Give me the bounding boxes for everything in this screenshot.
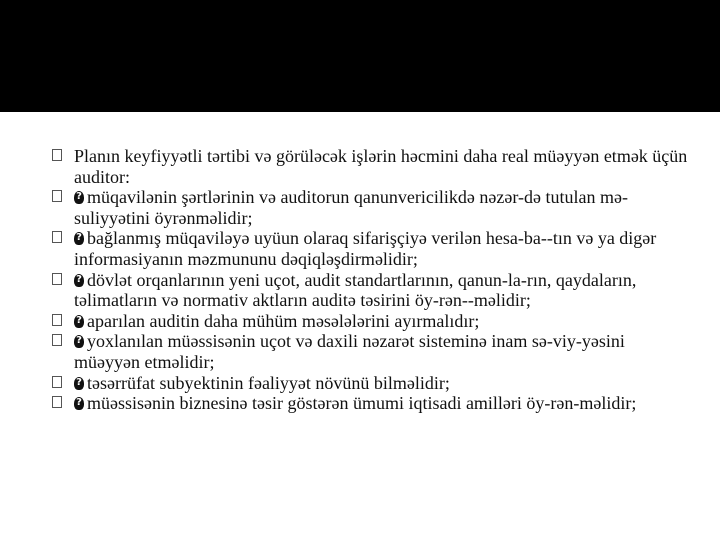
bullet-item xyxy=(52,187,692,228)
bullet-square-icon xyxy=(52,149,62,161)
bullet-text: Planın keyfiyyətli tərtibi və görüləcək işlərin həcmini daha real müəyyən etmək üçün auditor: xyxy=(74,146,688,187)
bullet-text: dövlət orqanlarının yeni uçot, audit standartlarının, qanun-la-rın, qaydaların, təlimatların və normativ aktların auditə təsirini öy-rən--məlidir; xyxy=(74,269,637,311)
missing-glyph-icon xyxy=(74,315,84,328)
bullet-square-icon xyxy=(52,334,62,346)
bullet-text: yoxlanılan müəssisənin uçot və daxili nəzarət sisteminə inam sə-viy-yəsini müəyyən etməlidir; xyxy=(74,331,625,372)
bullet-square-icon xyxy=(52,396,62,408)
missing-glyph-icon xyxy=(74,335,84,348)
bullet-text: müəssisənin biznesinə təsir göstərən ümumi iqtisadi amilləri öy-rən-məlidir; xyxy=(87,393,637,414)
bullet-text: təsərrüfat subyektinin fəaliyyət növünü bilməlidir; xyxy=(87,372,450,393)
bullet-square-icon xyxy=(52,190,62,202)
bullet-square-icon xyxy=(52,273,62,285)
slide-content xyxy=(52,146,692,414)
missing-glyph-icon xyxy=(74,191,84,204)
bullet-item xyxy=(52,393,692,414)
slide-title-band xyxy=(0,0,720,112)
bullet-square-icon xyxy=(52,376,62,388)
bullet-item xyxy=(52,228,692,269)
missing-glyph-icon xyxy=(74,274,84,287)
bullet-item xyxy=(52,331,692,372)
bullet-text: aparılan auditin daha mühüm məsələlərini ayırmalıdır; xyxy=(87,310,480,331)
bullet-list xyxy=(52,146,692,414)
bullet-item xyxy=(52,270,692,311)
missing-glyph-icon xyxy=(74,397,84,410)
bullet-text: bağlanmış müqaviləyə uyüun olaraq sifarişçiyə verilən hesa-ba--tın və ya digər informasiyanın məzmununu dəqiqləşdirməlidir; xyxy=(74,228,657,269)
missing-glyph-icon xyxy=(74,377,84,390)
bullet-item xyxy=(52,146,692,187)
bullet-square-icon xyxy=(52,314,62,326)
bullet-text: müqavilənin şərtlərinin və auditorun qanunvericilikdə nəzər-də tutulan mə-suliyyətini öyrənməlidir; xyxy=(74,187,628,228)
bullet-square-icon xyxy=(52,231,62,243)
missing-glyph-icon xyxy=(74,232,84,245)
bullet-item xyxy=(52,311,692,332)
bullet-item xyxy=(52,373,692,394)
